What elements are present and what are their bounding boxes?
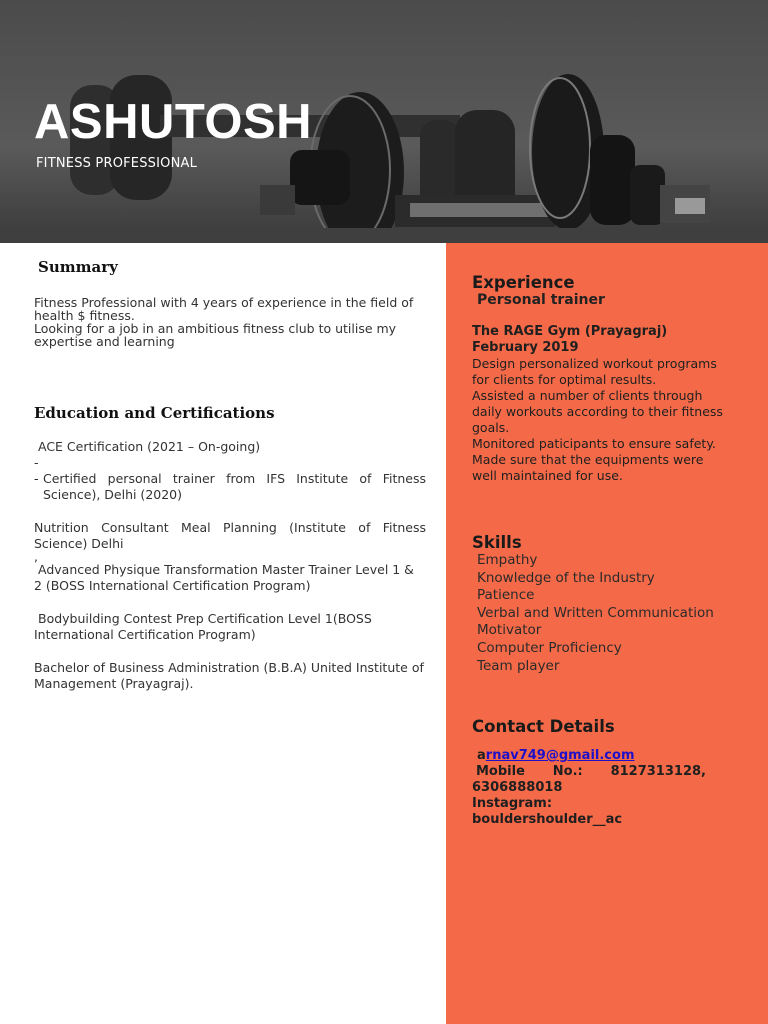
contact-title: Contact Details — [472, 717, 615, 736]
summary-line: health $ fitness. — [34, 308, 135, 323]
ifs-line: Science), Delhi (2020) — [43, 487, 183, 502]
mobile-no-label: No.: — [552, 764, 583, 779]
mobile-number-2: 6306888018 — [472, 780, 563, 795]
skill-item: Motivator — [477, 622, 542, 639]
experience-title: Experience — [472, 273, 575, 292]
header-banner — [0, 0, 768, 243]
handle-grip — [410, 203, 550, 217]
nutrition-line: Science) Delhi — [34, 536, 124, 551]
physique-line: Advanced Physique Transformation Master Trainer Level 1 & — [38, 562, 414, 577]
experience-gym: The RAGE Gym (Prayagraj) — [472, 324, 668, 339]
bodybuilding-line: International Certification Program) — [34, 627, 256, 642]
skills-title: Skills — [472, 533, 522, 552]
mobile-number-1: 8127313128, — [610, 764, 706, 779]
experience-line: Assisted a number of clients through — [472, 388, 703, 403]
physique-line: 2 (BOSS International Certification Program) — [34, 578, 311, 593]
email-link[interactable]: rnav749@gmail.com — [485, 748, 635, 763]
skill-item: Computer Proficiency — [477, 639, 622, 656]
summary-title: Summary — [38, 258, 118, 276]
front-collar — [260, 185, 295, 215]
experience-line: Monitored paticipants to ensure safety. — [472, 436, 716, 451]
contact-section — [472, 717, 706, 828]
skill-item: Empathy — [477, 552, 538, 568]
experience-date: February 2019 — [472, 340, 579, 355]
front-weight-plate — [590, 135, 635, 225]
front-weight-plate — [630, 165, 665, 225]
experience-line: well maintained for use. — [472, 468, 623, 483]
bba-line: Bachelor of Business Administration (B.B.A) United Institute of — [34, 660, 424, 675]
experience-line: Made sure that the equipments were — [472, 452, 704, 467]
experience-line: daily workouts according to their fitness — [472, 404, 723, 419]
contact-instagram: Instagram: bouldershoulder__ac — [472, 796, 623, 827]
bar-end — [675, 198, 705, 214]
ifs-line: Certified personal trainer from IFS Institute of Fitness — [43, 471, 426, 486]
contact-mobile — [472, 764, 706, 780]
experience-position: Personal trainer — [477, 292, 605, 308]
candidate-role: FITNESS PROFESSIONAL — [36, 156, 198, 171]
front-collar — [290, 150, 350, 205]
experience-line: Design personalized workout programs — [472, 356, 717, 371]
skill-item: Patience — [477, 587, 535, 604]
education-list — [34, 439, 426, 692]
education-title: Education and Certifications — [34, 404, 275, 422]
summary-text — [34, 296, 426, 348]
bullet-dash: - — [34, 471, 39, 486]
candidate-name: ASHUTOSH — [34, 95, 313, 149]
experience-line: for clients for optimal results. — [472, 372, 657, 387]
left-column — [34, 258, 426, 692]
ifs-text — [43, 471, 426, 503]
comma-marker: , — [34, 549, 38, 564]
skill-item: Team player — [477, 657, 560, 674]
ace-certification: ACE Certification (2021 – On-going) — [38, 439, 261, 454]
email-prefix: a — [477, 748, 486, 763]
mobile-label: Mobile — [476, 764, 525, 779]
summary-line: expertise and learning — [34, 334, 175, 349]
right-column — [446, 243, 768, 1024]
skill-item: Verbal and Written Communication — [477, 604, 714, 621]
experience-line: goals. — [472, 420, 510, 435]
experience-section — [472, 273, 734, 484]
summary-line: Fitness Professional with 4 years of experience in the field of — [34, 295, 414, 310]
table-surface — [0, 228, 768, 243]
ifs-certification — [34, 471, 426, 503]
skills-section — [472, 533, 734, 675]
dash-marker: - — [34, 455, 39, 470]
contact-email — [472, 748, 706, 764]
bodybuilding-line: Bodybuilding Contest Prep Certification Level 1(BOSS — [38, 611, 372, 626]
bba-line: Management (Prayagraj). — [34, 676, 194, 691]
nutrition-line: Nutrition Consultant Meal Planning (Institute of Fitness — [34, 520, 426, 535]
skill-item: Knowledge of the Industry — [477, 569, 655, 586]
summary-line: Looking for a job in an ambitious fitness club to utilise my — [34, 321, 397, 336]
